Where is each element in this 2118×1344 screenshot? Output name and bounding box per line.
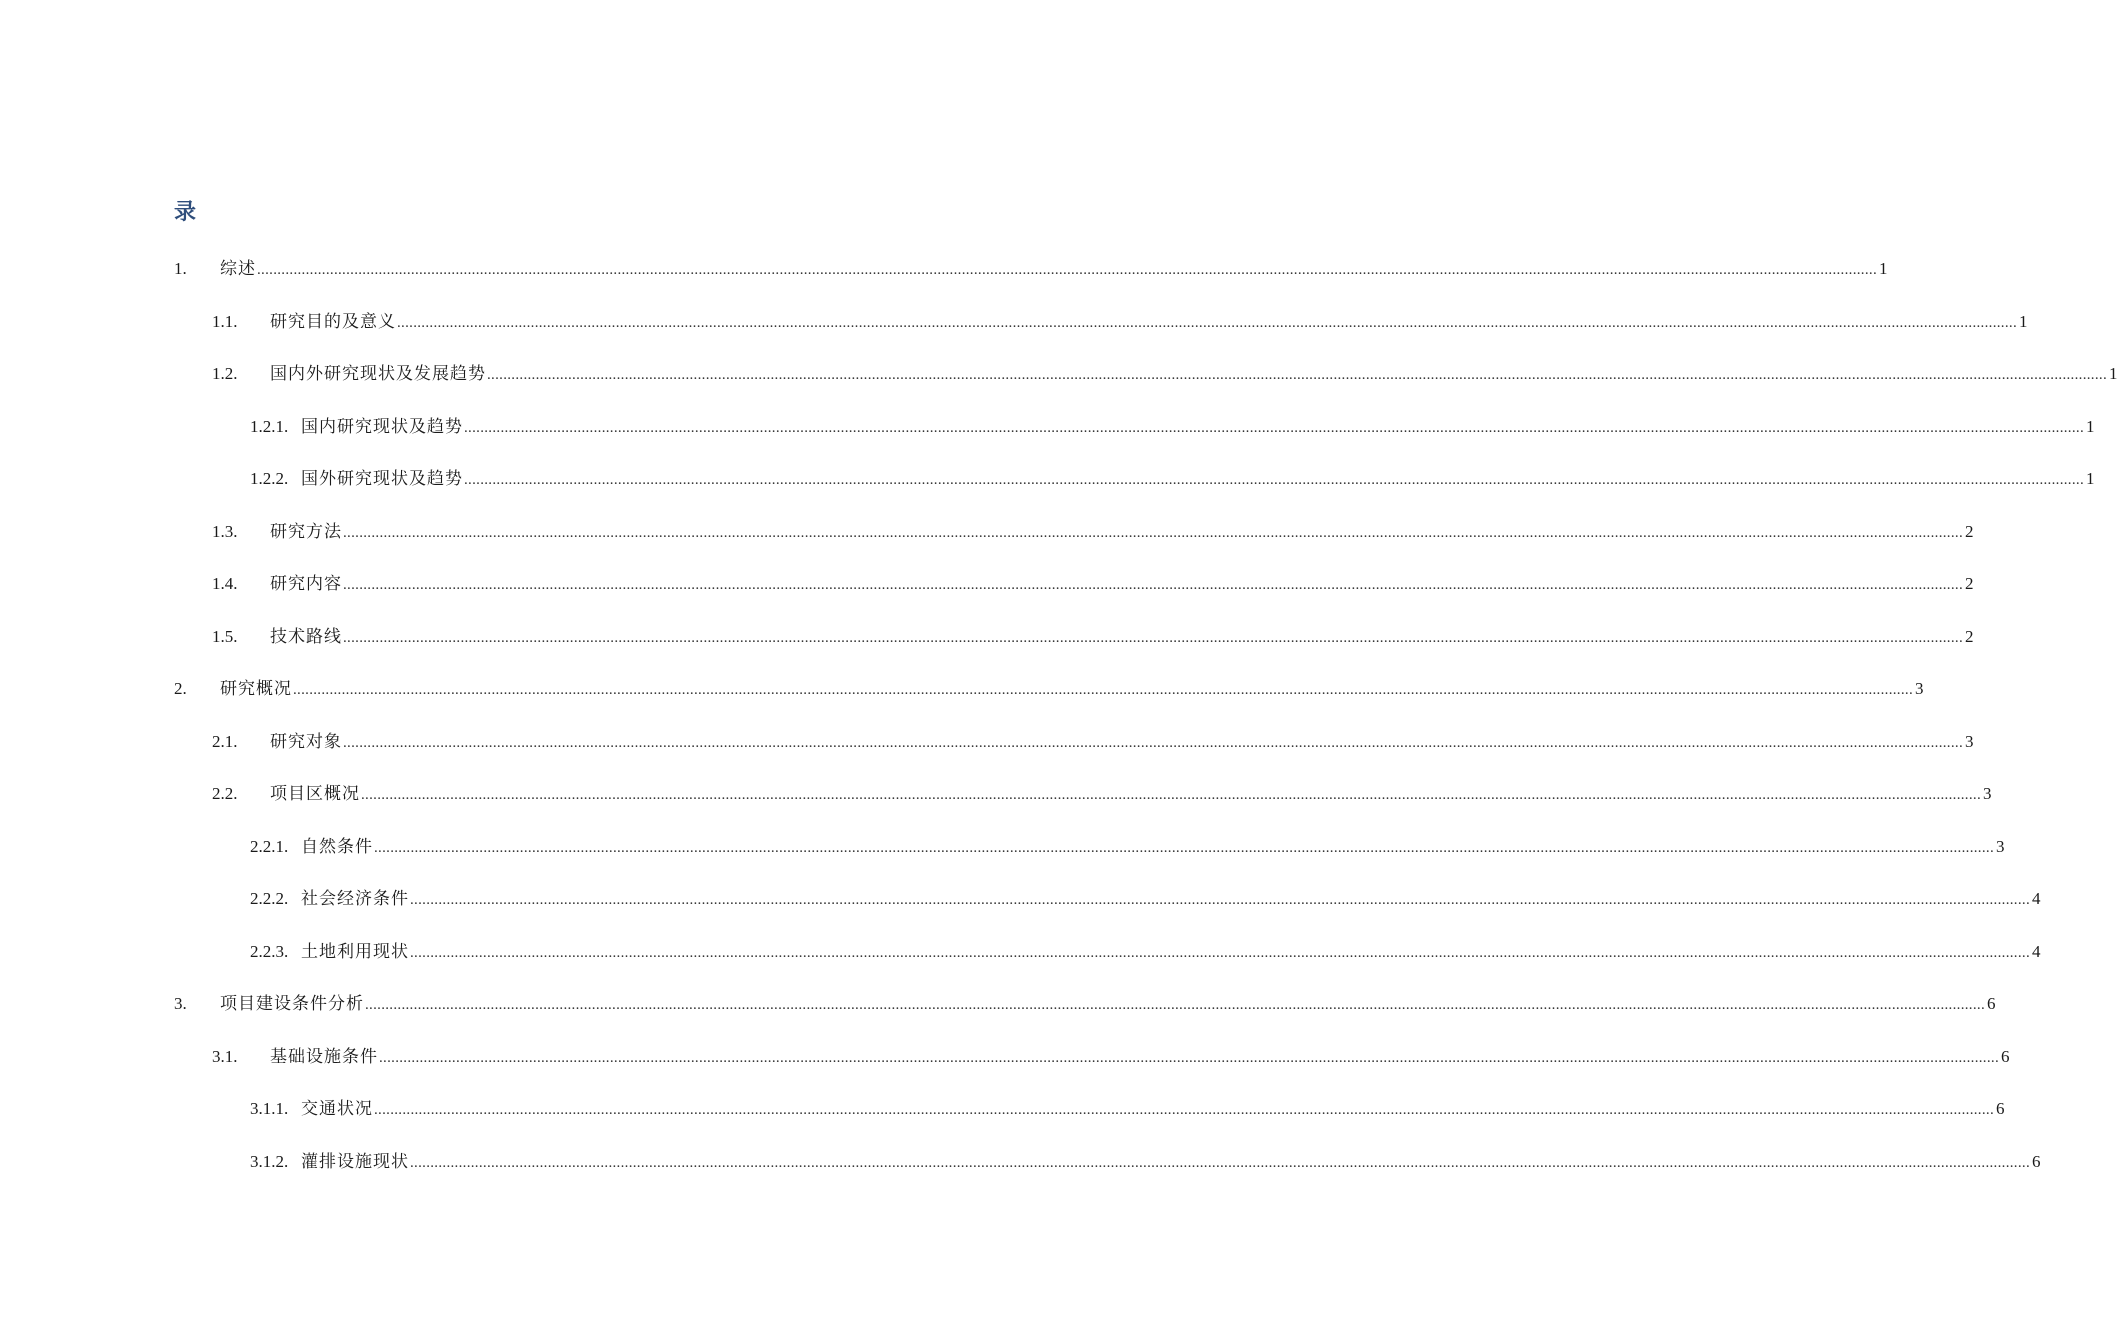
toc-row[interactable] (0, 361, 2118, 414)
toc-section-number: 3. (174, 994, 187, 1013)
toc-section-number: 3.1.1. (250, 1099, 289, 1118)
toc-entry-link[interactable] (250, 1149, 2041, 1176)
toc-section-number: 2.1. (212, 731, 238, 751)
toc-row[interactable] (0, 1044, 2010, 1097)
toc-section-number: 3.1. (212, 1046, 238, 1066)
toc-section-title: 社会经济条件 (301, 889, 409, 909)
toc-section-title: 研究目的及意义 (270, 311, 396, 332)
toc-page-number: 2 (1965, 521, 1974, 541)
toc-dot-leader: ................................................................................................................................................................................................................................................................................................................................................................................................................ (410, 892, 2030, 908)
toc-row[interactable] (0, 729, 1974, 782)
toc-section-title: 国外研究现状及趋势 (301, 469, 463, 489)
toc-dot-leader: ................................................................................................................................................................................................................................................................................................................................................................................................................ (343, 524, 1963, 541)
toc-row[interactable] (0, 834, 2005, 887)
toc-page-number: 1 (1879, 259, 1888, 278)
toc-dot-leader: ................................................................................................................................................................................................................................................................................................................................................................................................................ (374, 839, 1994, 856)
toc-section-title: 研究内容 (270, 574, 342, 594)
toc-section-title: 土地利用现状 (301, 941, 409, 962)
toc-row[interactable] (0, 1149, 2041, 1202)
toc-dot-leader: ................................................................................................................................................................................................................................................................................................................................................................................................................ (487, 367, 2107, 383)
toc-entry-link[interactable] (212, 361, 2118, 388)
toc-row[interactable] (0, 939, 2041, 992)
toc-section-number: 1. (174, 259, 187, 278)
toc-dot-leader: ................................................................................................................................................................................................................................................................................................................................................................................................................ (343, 734, 1963, 751)
toc-row[interactable] (0, 624, 1974, 677)
toc-entry-link[interactable] (212, 571, 1974, 598)
toc-entry-link[interactable] (174, 256, 1888, 283)
toc-section-number: 1.2.2. (250, 469, 289, 488)
toc-entry-link[interactable] (212, 309, 2028, 336)
toc-row[interactable] (0, 781, 1992, 834)
toc-section-number: 1.4. (212, 574, 238, 593)
toc-entry-link[interactable] (250, 414, 2095, 441)
toc-page-number: 2 (1965, 626, 1974, 646)
toc-row[interactable] (0, 886, 2041, 939)
toc-row[interactable] (0, 519, 1974, 572)
toc-section-title: 国内研究现状及趋势 (301, 416, 463, 437)
toc-page-number: 4 (2032, 889, 2041, 908)
toc-section-title: 综述 (220, 259, 256, 279)
toc-row[interactable] (0, 571, 1974, 624)
toc-row[interactable] (0, 991, 1996, 1044)
toc-section-title: 研究方法 (270, 521, 342, 542)
toc-title: 录 (174, 200, 197, 225)
toc-section-title: 项目区概况 (270, 784, 360, 804)
toc-section-title: 技术路线 (270, 626, 342, 647)
toc-section-number: 2.2.2. (250, 889, 289, 908)
toc-section-title: 自然条件 (301, 836, 373, 857)
toc-dot-leader: ................................................................................................................................................................................................................................................................................................................................................................................................................ (257, 262, 1877, 278)
toc-page-number: 3 (1996, 836, 2005, 856)
toc-section-number: 2.2.1. (250, 836, 289, 856)
toc-dot-leader: ................................................................................................................................................................................................................................................................................................................................................................................................................ (410, 1154, 2030, 1171)
toc-entry-link[interactable] (250, 939, 2041, 966)
toc-dot-leader: ................................................................................................................................................................................................................................................................................................................................................................................................................ (293, 682, 1913, 698)
toc-section-number: 1.2.1. (250, 416, 289, 436)
toc-entry-link[interactable] (174, 991, 1996, 1018)
toc-section-title: 国内外研究现状及发展趋势 (270, 364, 486, 384)
toc-dot-leader: ................................................................................................................................................................................................................................................................................................................................................................................................................ (343, 629, 1963, 646)
toc-page-number: 6 (1996, 1099, 2005, 1118)
toc-entry-link[interactable] (250, 1096, 2005, 1123)
toc-section-title: 研究概况 (220, 679, 292, 699)
toc-row[interactable] (0, 256, 1888, 309)
toc-entry-link[interactable] (174, 676, 1924, 703)
toc-page-number: 6 (1987, 994, 1996, 1013)
toc-dot-leader: ................................................................................................................................................................................................................................................................................................................................................................................................................ (464, 472, 2084, 488)
toc-section-number: 1.5. (212, 626, 238, 646)
toc-entry-link[interactable] (212, 624, 1974, 651)
toc-page-number: 6 (2032, 1151, 2041, 1171)
toc-page-number: 4 (2032, 941, 2041, 961)
toc-section-number: 2.2. (212, 784, 238, 803)
toc-page-number: 1 (2109, 364, 2118, 383)
toc-section-number: 1.1. (212, 311, 238, 331)
toc-page-number: 1 (2086, 416, 2095, 436)
toc-page-number: 1 (2086, 469, 2095, 488)
toc-dot-leader: ................................................................................................................................................................................................................................................................................................................................................................................................................ (397, 314, 2017, 331)
toc-row[interactable] (0, 1096, 2005, 1149)
toc-section-number: 1.3. (212, 521, 238, 541)
toc-dot-leader: ................................................................................................................................................................................................................................................................................................................................................................................................................ (365, 997, 1985, 1013)
toc-list (0, 256, 2118, 1201)
toc-section-title: 基础设施条件 (270, 1046, 378, 1067)
toc-entry-link[interactable] (250, 466, 2095, 493)
toc-page-number: 1 (2019, 311, 2028, 331)
toc-dot-leader: ................................................................................................................................................................................................................................................................................................................................................................................................................ (343, 577, 1963, 593)
toc-entry-link[interactable] (212, 781, 1992, 808)
toc-entry-link[interactable] (212, 519, 1974, 546)
toc-entry-link[interactable] (250, 886, 2041, 913)
toc-row[interactable] (0, 414, 2095, 467)
toc-section-number: 1.2. (212, 364, 238, 383)
toc-dot-leader: ................................................................................................................................................................................................................................................................................................................................................................................................................ (361, 787, 1981, 803)
toc-page-number: 3 (1965, 731, 1974, 751)
toc-page-number: 2 (1965, 574, 1974, 593)
toc-dot-leader: ................................................................................................................................................................................................................................................................................................................................................................................................................ (374, 1102, 1994, 1118)
toc-row[interactable] (0, 309, 2028, 362)
toc-section-title: 项目建设条件分析 (220, 994, 364, 1014)
toc-row[interactable] (0, 466, 2095, 519)
toc-section-title: 研究对象 (270, 731, 342, 752)
toc-section-title: 灌排设施现状 (301, 1151, 409, 1172)
toc-dot-leader: ................................................................................................................................................................................................................................................................................................................................................................................................................ (379, 1049, 1999, 1066)
toc-entry-link[interactable] (212, 729, 1974, 756)
toc-section-number: 2. (174, 679, 187, 698)
toc-page-number: 3 (1983, 784, 1992, 803)
toc-entry-link[interactable] (250, 834, 2005, 861)
toc-entry-link[interactable] (212, 1044, 2010, 1071)
toc-page-number: 6 (2001, 1046, 2010, 1066)
toc-section-number: 2.2.3. (250, 941, 289, 961)
toc-section-title: 交通状况 (301, 1099, 373, 1119)
toc-row[interactable] (0, 676, 1924, 729)
toc-section-number: 3.1.2. (250, 1151, 289, 1171)
toc-dot-leader: ................................................................................................................................................................................................................................................................................................................................................................................................................ (464, 419, 2084, 436)
toc-page-number: 3 (1915, 679, 1924, 698)
toc-dot-leader: ................................................................................................................................................................................................................................................................................................................................................................................................................ (410, 944, 2030, 961)
